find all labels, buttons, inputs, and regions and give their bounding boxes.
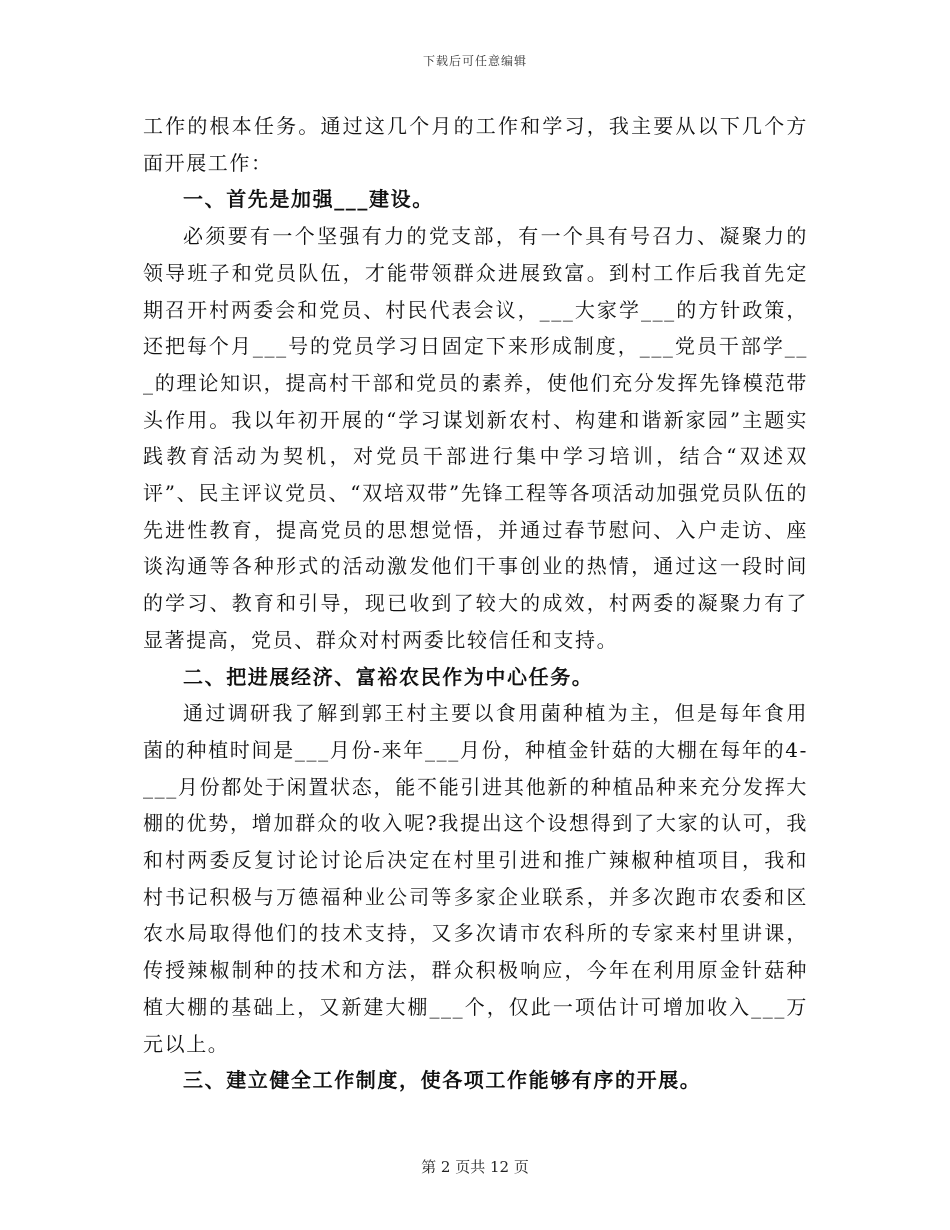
section-heading-1: 一、首先是加强___建设。 <box>183 187 434 212</box>
paragraph-intro: 工作的根本任务。通过这几个月的工作和学习，我主要从以下几个方面开展工作： <box>143 114 808 175</box>
paragraph-section-1: 必须要有一个坚强有力的党支部，有一个具有号召力、凝聚力的领导班子和党员队伍，才能带领群众进展致富。到村工作后我首先定期召开村两委会和党员、村民代表会议，___大家学___的方针政策，还把每个月___号的党员学习日固定下来形成制度，___党员干部学___的理论知识，提高村干部和党员的素养，使他们充分发挥先锋模范带头作用。我以年初开展的“学习谋划新农村、构建和谐新家园”主题实践教育活动为契机，对党员干部进行集中学习培训，结合“双述双评”、民主评议党员、“双培双带”先锋工程等各项活动加强党员队伍的先进性教育，提高党员的思想觉悟，并通过春节慰问、入户走访、座谈沟通等各种形式的活动激发他们干事创业的热情，通过这一段时间的学习、教育和引导，现已收到了较大的成效，村两委的凝聚力有了显著提高，党员、群众对村两委比较信任和支持。 <box>143 224 808 652</box>
page-number: 第 2 页共 12 页 <box>421 1158 529 1176</box>
document-body <box>143 108 808 1099</box>
paragraph-section-2: 通过调研我了解到郭王村主要以食用菌种植为主，但是每年食用菌的种植时间是___月份-来年___月份，种植金针菇的大棚在每年的4-___月份都处于闲置状态，能不能引进其他新的种植品种来充分发挥大棚的优势，增加群众的收入呢?我提出这个设想得到了大家的认可，我和村两委反复讨论讨论后决定在村里引进和推广辣椒种植项目，我和村书记积极与万德福种业公司等多家企业联系，并多次跑市农委和区农水局取得他们的技术支持，又多次请市农科所的专家来村里讲课，传授辣椒制种的技术和方法，群众积极响应，今年在利用原金针菇种植大棚的基础上，又新建大棚___个，仅此一项估计可增加收入___万元以上。 <box>143 701 808 1056</box>
section-heading-3: 三、建立健全工作制度，使各项工作能够有序的开展。 <box>183 1068 702 1093</box>
page-header-note: 下载后可任意编辑 <box>422 54 527 68</box>
section-heading-2: 二、把进展经济、富裕农民作为中心任务。 <box>183 664 594 689</box>
